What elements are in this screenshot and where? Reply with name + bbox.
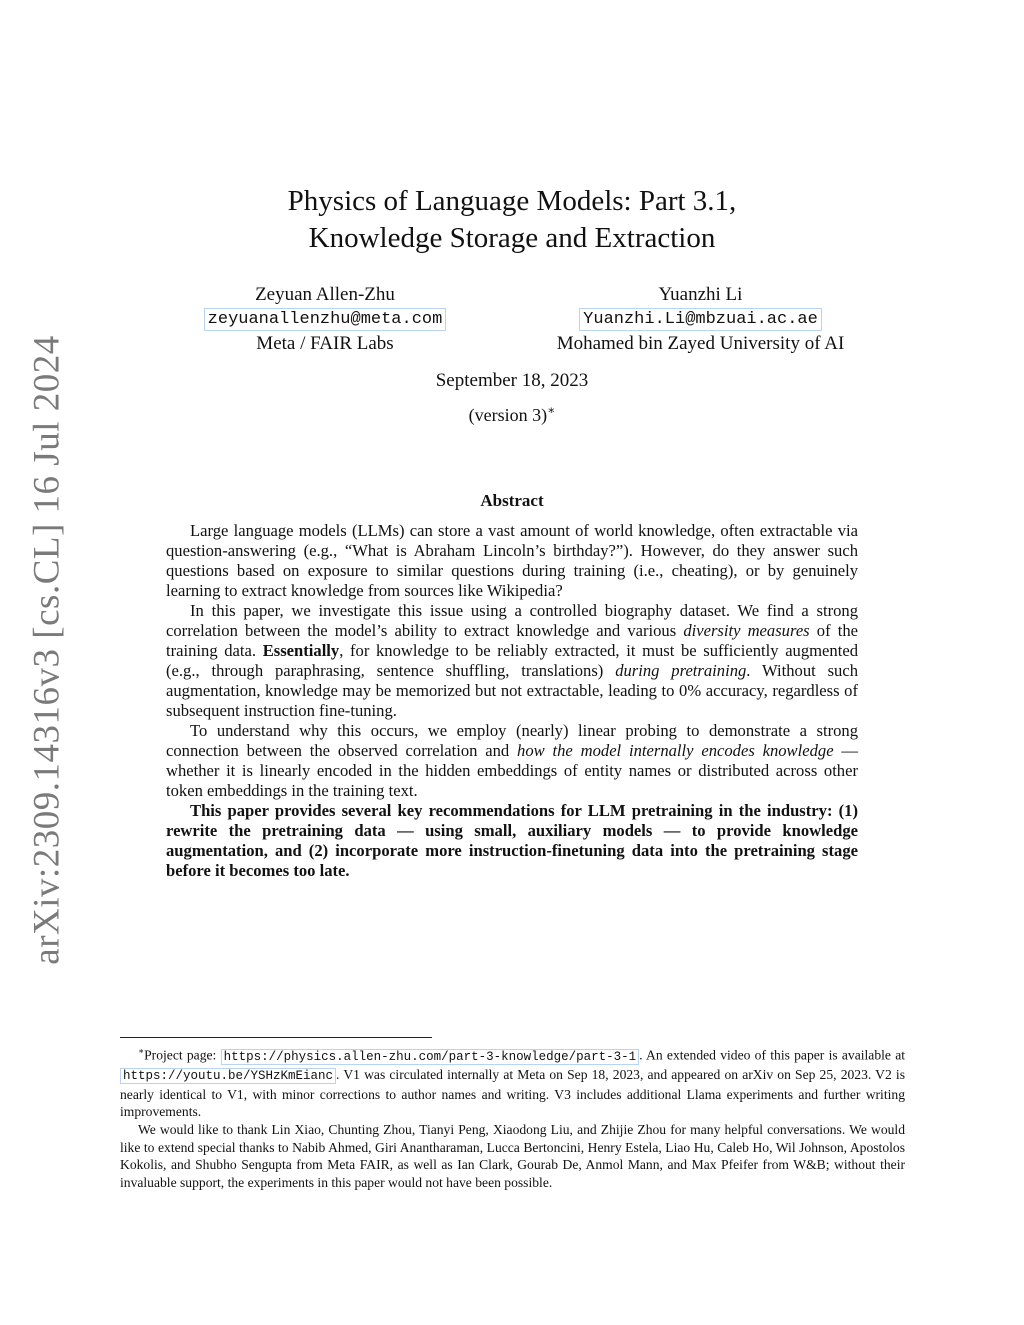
abstract-paragraph: In this paper, we investigate this issue using a controlled biography dataset. We find a strong correlation between the model’s ability to extract knowledge and various diversity measures of the training data. Essentially, for knowledge to be reliably extracted, it must be sufficiently augmented (e.g., through paraphrasing, sentence shuffling, translations) during pretraining. Without such augmentation, knowledge may be memorized but not extractable, leading to 0% accuracy, regardless of subsequent instruction fine-tuning.	[166, 601, 859, 720]
author-name: Zeyuan Allen-Zhu	[255, 284, 395, 305]
author-affiliation: Mohamed bin Zayed University of AI	[556, 333, 845, 354]
project-page-link[interactable]: https://physics.allen-zhu.com/part-3-knowledge/part-3-1	[221, 1049, 640, 1065]
footnote-divider	[120, 1037, 432, 1038]
version-label: (version 3)	[468, 405, 548, 425]
abstract-paragraph: Large language models (LLMs) can store a vast amount of world knowledge, often extractable via question-answering (e.g., “What is Abraham Lincoln’s birthday?”). However, do they answer such questions based on exposure to similar questions during training (i.e., cheating), or by genuinely learning to extract knowledge from sources like Wikipedia?	[166, 521, 858, 600]
abstract-paragraph: To understand why this occurs, we employ (nearly) linear probing to demonstrate a strong connection between the observed correlation and how the model internally encodes knowledge — whether it is linearly encoded in the hidden embeddings of entity names or distributed across other token embeddings in the training text.	[166, 721, 858, 800]
footnote-1: ∗Project page: https://physics.allen-zhu.com/part-3-knowledge/part-3-1 . An extended video of this paper is available at https://youtu.be/YSHzKmEianc . V1 was circulated internally at Meta on Sep 18, 2023, and appeared on arXiv on Sep 25, 2023. V2 is nearly identical to V1, with minor corrections to author names and writing. V3 includes additional Llama experiments and further writing improvements.	[120, 1046, 906, 1120]
author-email-link[interactable]: Yuanzhi.Li@mbzuai.ac.ae	[579, 308, 822, 331]
paper-date: September 18, 2023	[435, 370, 589, 391]
paper-title	[0, 183, 1024, 257]
author-affiliation: Meta / FAIR Labs	[256, 333, 394, 354]
author-block-2	[528, 283, 873, 355]
title-line-1: Physics of Language Models: Part 3.1,	[287, 185, 737, 217]
abstract-heading: Abstract	[480, 491, 544, 510]
arxiv-id-label: arXiv:2309.14316v3 [cs.CL] 16 Jul 2024	[26, 335, 68, 965]
footnote-acknowledgements: We would like to thank Lin Xiao, Chunting Zhou, Tianyi Peng, Xiaodong Liu, and Zhijie Zhou for many helpful conversations. We would like to extend special thanks to Nabib Ahmed, Giri Anantharaman, Lucca Bertoncini, Henry Estela, Liao Hu, Caleb Ho, Wil Johnson, Apostolos Kokolis, and Shubho Sengupta from Meta FAIR, as well as Ian Clark, Gourab De, Anmol Mann, and Max Pfeifer from W&B; without their invaluable support, the experiments in this paper would not have been possible.	[120, 1121, 905, 1190]
video-link[interactable]: https://youtu.be/YSHzKmEianc	[120, 1068, 336, 1084]
author-email-link[interactable]: zeyuanallenzhu@meta.com	[204, 308, 447, 331]
title-line-2: Knowledge Storage and Extraction	[308, 222, 716, 254]
abstract-recommendations: This paper provides several key recommendations for LLM pretraining in the industry: (1) rewrite the pretraining data — using small, auxiliary models — to provide knowledge augmentation, and (2) incorporate more instruction-finetuning data into the pretraining stage before it becomes too late.	[166, 801, 858, 880]
author-name: Yuanzhi Li	[658, 284, 743, 305]
version-note	[0, 403, 1024, 426]
footnote-mark[interactable]: ∗	[547, 403, 556, 417]
author-block-1	[170, 283, 480, 355]
abstract-body	[166, 521, 858, 881]
footnotes	[120, 1043, 905, 1191]
